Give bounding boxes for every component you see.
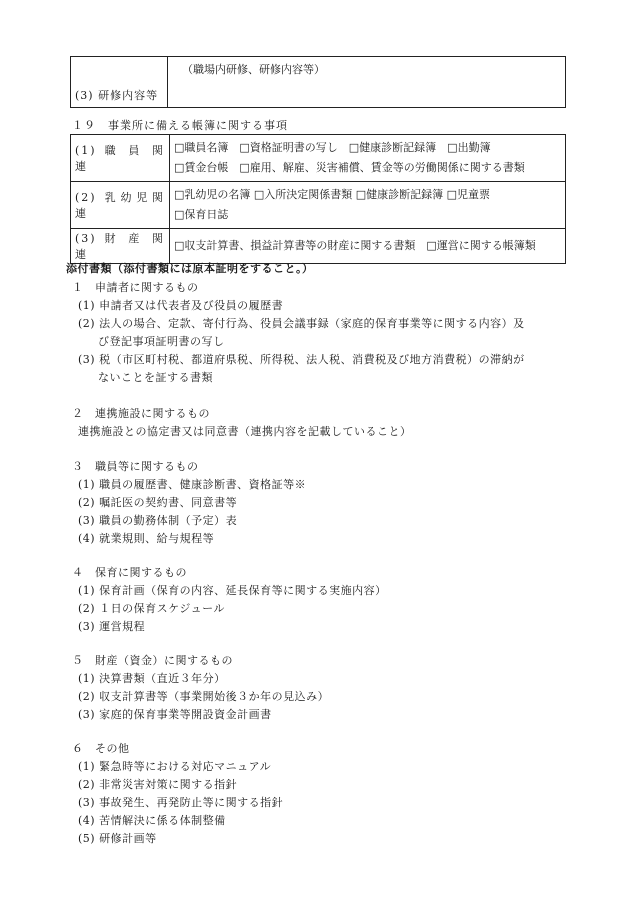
training-row-label: (3) 研修内容等 [71,57,168,108]
list-item-continuation: ないことを証する書類 [98,371,213,384]
list-item: (2) １日の保育スケジュール [78,602,225,615]
ledger-item-line: □乳幼児の名簿 □入所決定関係書類 □健康診断記録簿 □児童票 [174,188,491,201]
list-item-continuation: び登記事項証明書の写し [98,335,225,348]
list-item: (4) 苦情解決に係る体制整備 [78,814,226,827]
ledger-row-label: (2) 乳幼児関連 [71,182,170,229]
list-item: (2) 嘱託医の契約書、同意書等 [78,496,238,509]
training-table [70,56,566,108]
table-row [71,229,566,264]
ledger-item-line: □賃金台帳 □雇用、解雇、災害補償、賃金等の労働関係に関する書類 [174,161,525,174]
list-item: (2) 収支計算書等（事業開始後３か年の見込み） [78,690,330,703]
section-heading: １ 申請者に関するもの [72,281,199,294]
ledger-row-label: (3) 財 産 関 連 [71,229,170,264]
list-item: (1) 申請者又は代表者及び役員の履歴書 [78,299,284,312]
list-item: (2) 非常災害対策に関する指針 [78,778,238,791]
list-item: (4) 就業規則、給与規程等 [78,532,215,545]
section-heading: ３ 職員等に関するもの [72,460,199,473]
list-item: (1) 決算書類（直近３年分） [78,672,226,685]
list-item: (2) 法人の場合、定款、寄付行為、役員会議事録（家庭的保育事業等に関する内容）及 [78,317,525,330]
table-row [71,182,566,229]
training-row-note: （職場内研修、研修内容等） [168,57,566,108]
section-heading: ４ 保育に関するもの [72,566,187,579]
ledger-item-line: □保育日誌 [174,208,229,221]
ledger-item-line: □収支計算書、損益計算書等の財産に関する書類 □運営に関する帳簿類 [174,239,536,252]
section-heading: ２ 連携施設に関するもの [72,407,210,420]
ledger-row-items [170,182,566,229]
ledger-row-items [170,135,566,182]
table-row [71,57,566,108]
list-item: (1) 緊急時等における対応マニュアル [78,760,272,773]
attachments-title: 添付書類（添付書類には原本証明をすること。） [66,262,314,275]
section-heading: ６ その他 [72,742,130,755]
table-row [71,135,566,182]
list-item: (3) 職員の勤務体制（予定）表 [78,514,238,527]
ledger-row-items [170,229,566,264]
section-heading: ５ 財産（資金）に関するもの [72,654,233,667]
list-item: (3) 家庭的保育事業等開設資金計画書 [78,708,272,721]
list-item: 連携施設との協定書又は同意書（連携内容を記載していること） [78,425,412,438]
list-item: (1) 職員の履歴書、健康診断書、資格証等※ [78,478,307,491]
list-item: (3) 運営規程 [78,620,146,633]
section-19-heading: １９ 事業所に備える帳簿に関する事項 [72,119,288,132]
ledger-row-label: (1) 職 員 関 連 [71,135,170,182]
list-item: (5) 研修計画等 [78,832,157,845]
ledger-item-line: □職員名簿 □資格証明書の写し □健康診断記録簿 □出勤簿 [174,141,491,154]
ledger-table [70,134,566,264]
list-item: (3) 税（市区町村税、都道府県税、所得税、法人税、消費税及び地方消費税）の滞納が [78,353,525,366]
list-item: (3) 事故発生、再発防止等に関する指針 [78,796,284,809]
list-item: (1) 保育計画（保育の内容、延長保育等に関する実施内容） [78,584,387,597]
